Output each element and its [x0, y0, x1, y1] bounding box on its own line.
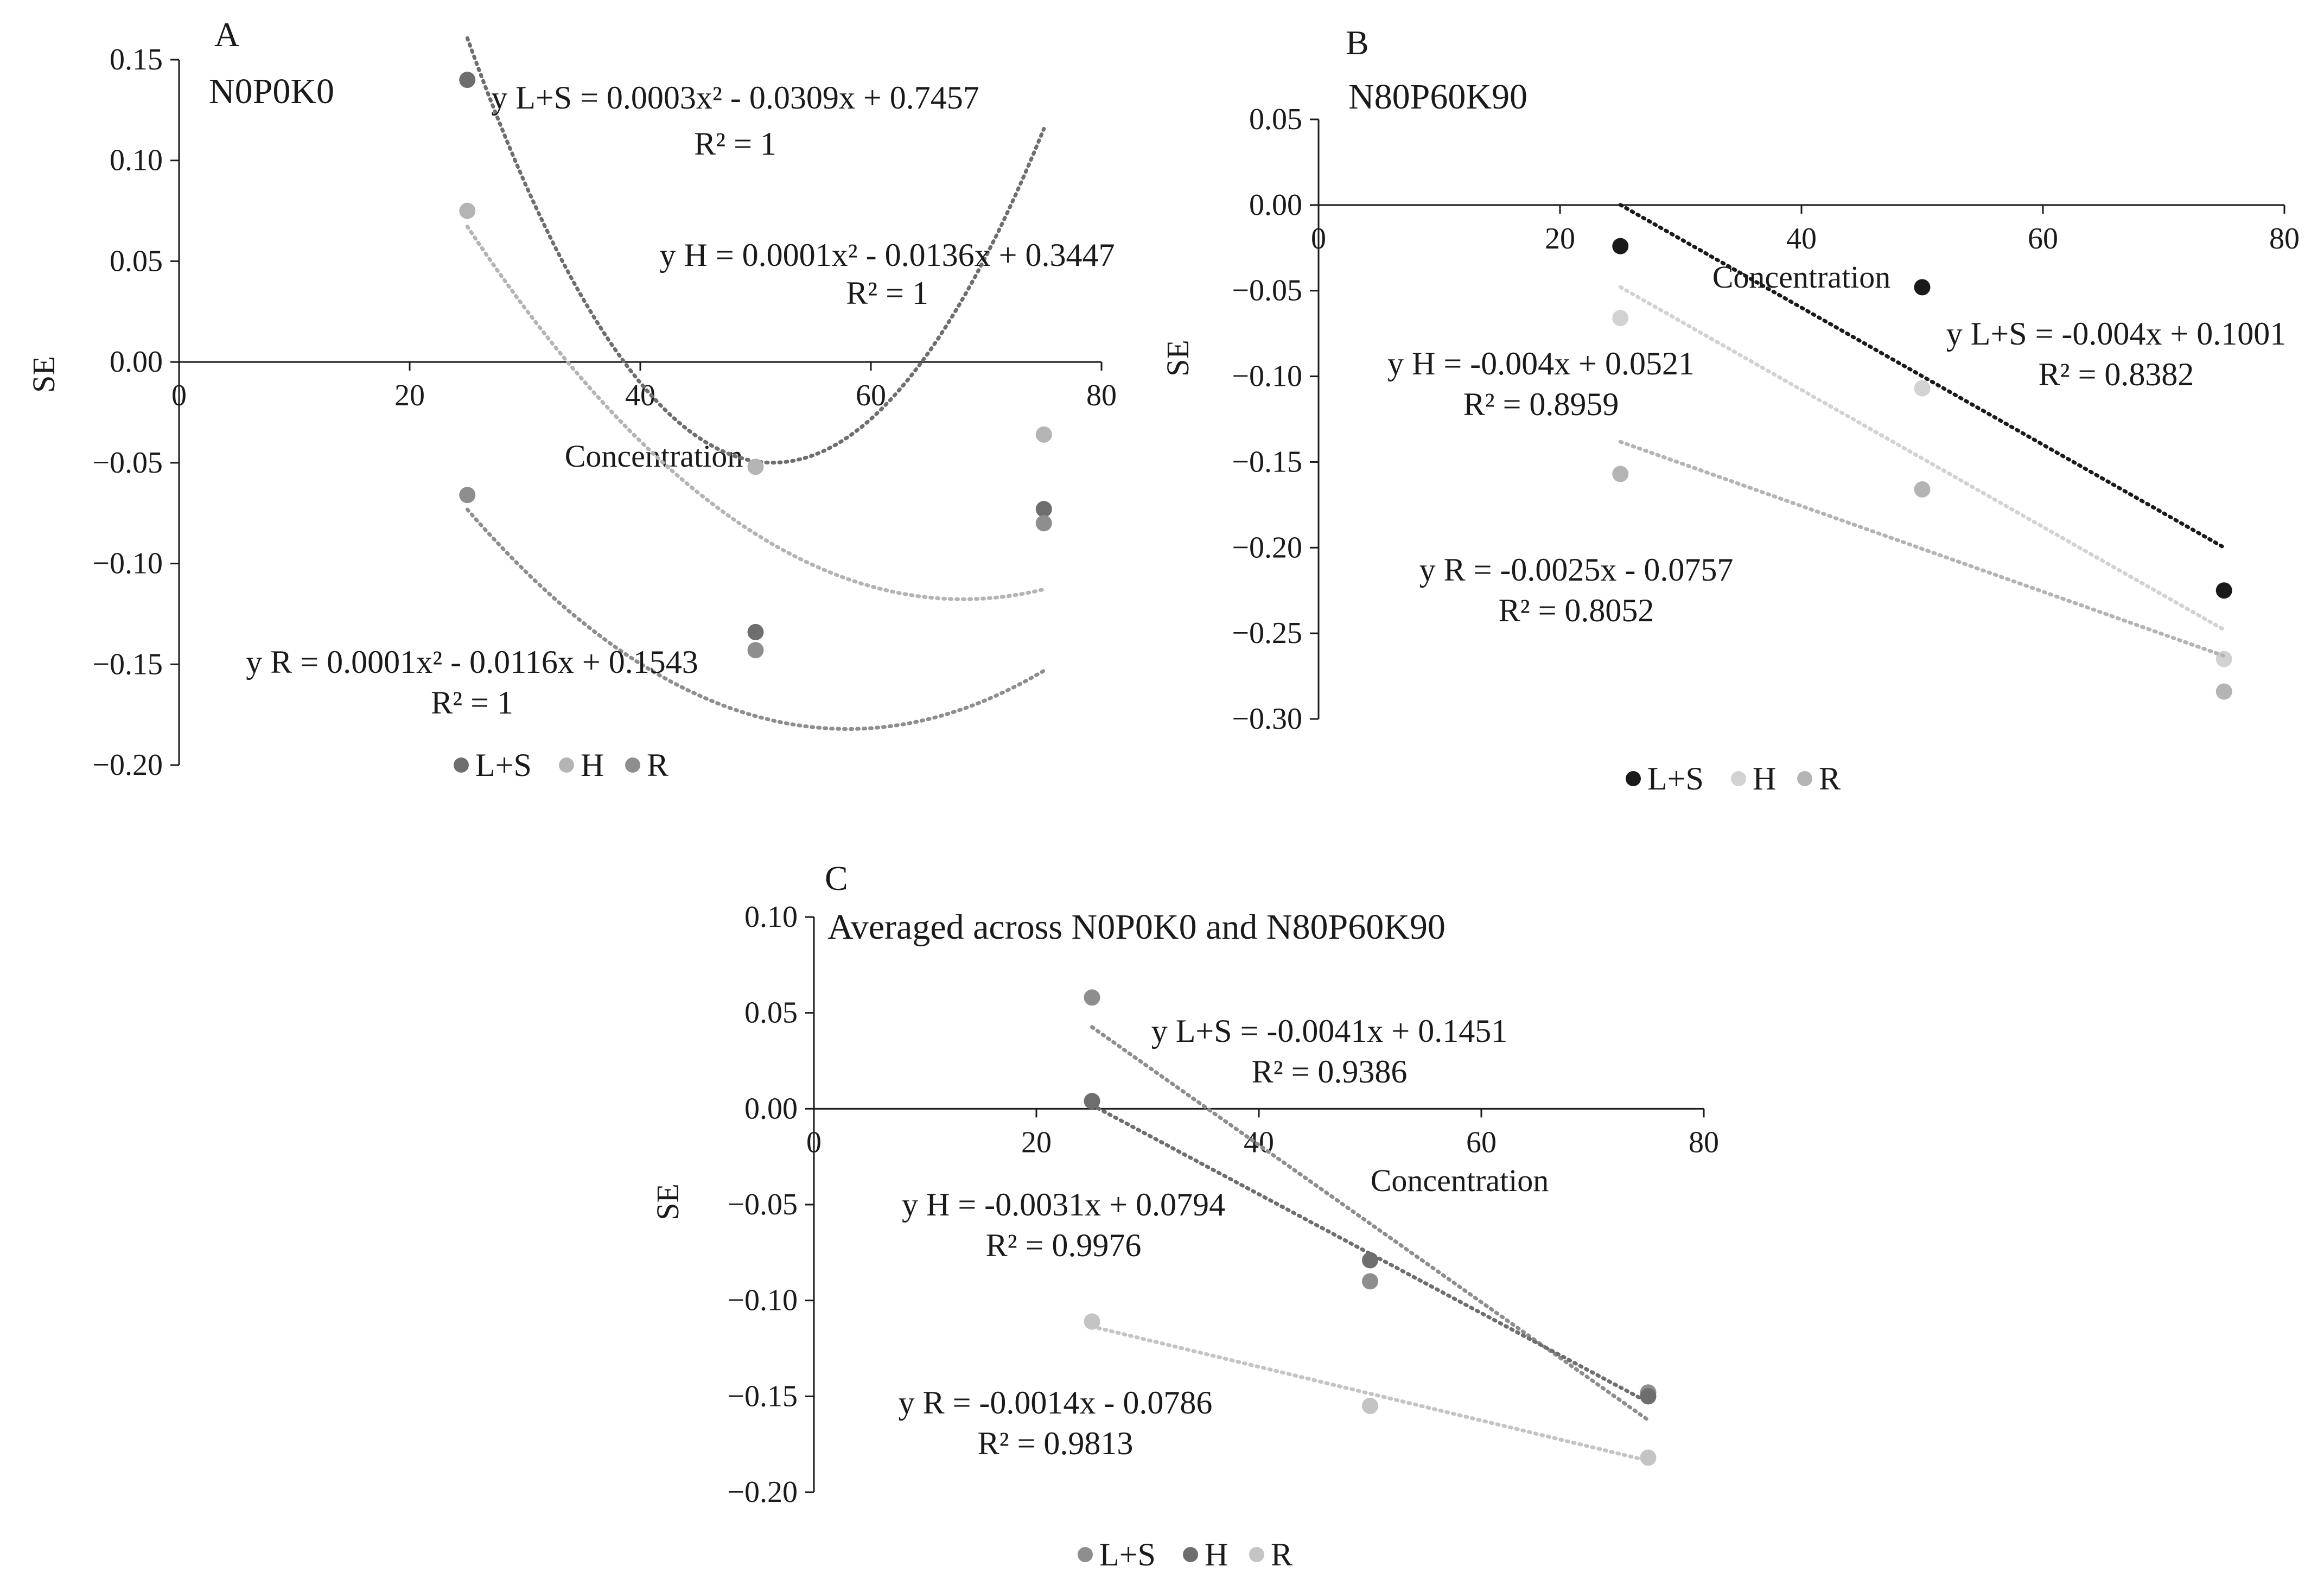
y-axis-label: SE: [1160, 340, 1195, 377]
x-tick-label: 60: [1466, 1125, 1497, 1160]
y-tick-label: −0.15: [1232, 445, 1302, 479]
data-point-ls: [1362, 1273, 1378, 1289]
legend-marker: [1797, 771, 1812, 786]
x-tick-label: 60: [856, 379, 886, 413]
y-tick-label: −0.15: [727, 1379, 798, 1414]
trend-equation: y L+S = 0.0003x² - 0.0309x + 0.7457: [491, 80, 979, 116]
y-tick-label: 0.00: [744, 1092, 798, 1126]
r-squared-label: R² = 0.8052: [1498, 593, 1654, 628]
r-squared-label: R² = 0.8382: [2038, 356, 2194, 392]
x-tick-label: 0: [806, 1125, 822, 1160]
trend-equation: y L+S = -0.0041x + 0.1451: [1151, 1013, 1508, 1049]
x-tick-label: 60: [2028, 221, 2058, 256]
x-tick-label: 40: [625, 379, 655, 413]
legend-marker: [454, 757, 469, 773]
data-point-r: [459, 487, 475, 503]
data-point-r: [1362, 1398, 1378, 1414]
y-axis-label: SE: [650, 1183, 685, 1220]
panel-letter: A: [214, 15, 240, 54]
y-tick-label: −0.05: [92, 445, 163, 480]
chart-panel-c: [650, 859, 1719, 1572]
y-tick-label: −0.20: [1232, 531, 1302, 565]
x-tick-label: 40: [1244, 1125, 1274, 1160]
y-tick-label: 0.05: [110, 244, 163, 278]
legend-marker: [559, 757, 574, 773]
x-tick-label: 80: [1086, 379, 1117, 413]
legend: [1078, 1537, 1292, 1572]
r-squared-label: R² = 1: [431, 685, 513, 721]
y-tick-label: −0.10: [727, 1283, 798, 1317]
y-tick-label: 0.00: [110, 345, 163, 379]
data-point-ls: [1612, 238, 1628, 254]
data-point-h: [1084, 1093, 1100, 1109]
legend: [1626, 761, 1841, 797]
trend-equation: y H = -0.004x + 0.0521: [1387, 346, 1695, 381]
y-tick-label: −0.05: [727, 1188, 798, 1221]
r-squared-label: R² = 0.8959: [1463, 386, 1619, 422]
legend-marker: [1183, 1547, 1198, 1562]
y-tick-label: −0.30: [1232, 702, 1302, 736]
trendline-r: [1620, 442, 2224, 656]
data-point-h: [1914, 380, 1931, 397]
data-point-ls: [1084, 989, 1100, 1005]
data-point-ls: [459, 72, 475, 88]
data-point-r: [1036, 515, 1052, 531]
x-tick-label: 80: [1689, 1125, 1719, 1160]
trend-equation: y R = -0.0014x - 0.0786: [898, 1385, 1213, 1421]
trend-equation: y R = 0.0001x² - 0.0116x + 0.1543: [246, 644, 698, 680]
x-tick-label: 20: [394, 379, 425, 413]
trendline-h: [467, 227, 1044, 600]
data-point-r: [1640, 1449, 1657, 1466]
panel-letter: C: [825, 859, 848, 897]
legend-label: L+S: [1099, 1537, 1156, 1572]
panel-letter: B: [1346, 23, 1369, 62]
data-point-h: [1036, 426, 1052, 443]
x-tick-label: 40: [1786, 221, 1817, 256]
data-point-h: [1612, 310, 1628, 326]
x-tick-label: 20: [1021, 1125, 1052, 1160]
legend-label: L+S: [475, 747, 532, 783]
y-axis-label: SE: [26, 356, 61, 393]
legend-label: R: [1819, 761, 1841, 797]
data-point-h: [748, 459, 764, 475]
y-tick-label: 0.05: [1249, 103, 1302, 136]
data-point-r: [1612, 466, 1628, 482]
data-point-h: [1362, 1252, 1378, 1268]
r-squared-label: R² = 0.9813: [977, 1425, 1134, 1461]
legend-label: R: [647, 747, 669, 783]
legend-marker: [1078, 1547, 1093, 1562]
x-tick-label: 20: [1545, 221, 1575, 256]
data-point-r: [1084, 1314, 1100, 1330]
r-squared-label: R² = 0.9976: [985, 1227, 1142, 1263]
x-axis-label: Concentration: [1370, 1163, 1549, 1198]
legend-marker: [1626, 771, 1641, 786]
y-tick-label: −0.10: [92, 546, 163, 581]
legend-marker: [625, 757, 640, 773]
y-tick-label: 0.05: [744, 996, 798, 1030]
trend-equation: y H = -0.0031x + 0.0794: [902, 1187, 1225, 1223]
trend-equation: y L+S = -0.004x + 0.1001: [1946, 316, 2287, 352]
chart-panel-b: [1160, 23, 2300, 797]
trendline-r: [467, 510, 1044, 729]
data-point-ls: [1036, 501, 1052, 517]
r-squared-label: R² = 1: [846, 275, 928, 311]
data-point-r: [1914, 481, 1931, 498]
x-axis-label: Concentration: [564, 438, 743, 474]
r-squared-label: R² = 1: [694, 126, 776, 162]
chart-panel-a: [26, 15, 1117, 783]
legend-label: R: [1271, 1537, 1293, 1572]
legend-label: H: [1205, 1537, 1228, 1572]
chart-title: N80P60K90: [1348, 77, 1528, 117]
y-tick-label: −0.20: [92, 748, 163, 782]
legend-label: L+S: [1647, 761, 1704, 797]
data-point-ls: [2216, 582, 2232, 599]
x-axis-label: Concentration: [1712, 259, 1891, 295]
data-point-ls: [1914, 279, 1931, 295]
y-tick-label: −0.10: [1232, 359, 1302, 393]
x-tick-label: 0: [171, 379, 187, 413]
legend-label: H: [1753, 761, 1777, 797]
y-tick-label: 0.10: [744, 900, 798, 934]
legend-marker: [1731, 771, 1746, 786]
chart-title: N0P0K0: [209, 72, 335, 111]
y-tick-label: −0.05: [1232, 273, 1302, 308]
y-tick-label: −0.25: [1232, 616, 1302, 651]
data-point-r: [2216, 683, 2232, 699]
y-tick-label: 0.15: [110, 43, 163, 77]
r-squared-label: R² = 0.9386: [1251, 1054, 1408, 1090]
data-point-ls: [748, 624, 764, 640]
legend: [454, 747, 668, 783]
y-tick-label: −0.15: [92, 647, 163, 682]
data-point-r: [748, 642, 764, 658]
y-tick-label: −0.20: [727, 1475, 798, 1509]
legend-label: H: [581, 747, 604, 783]
y-tick-label: 0.10: [110, 143, 163, 177]
data-point-h: [459, 203, 475, 219]
x-tick-label: 80: [2269, 221, 2300, 256]
data-point-h: [1640, 1388, 1657, 1404]
x-tick-label: 0: [1311, 221, 1326, 256]
trend-equation: y H = 0.0001x² - 0.0136x + 0.3447: [659, 237, 1115, 273]
y-tick-label: 0.00: [1249, 188, 1302, 222]
legend-marker: [1249, 1547, 1264, 1562]
chart-title: Averaged across N0P0K0 and N80P60K90: [827, 907, 1446, 947]
trend-equation: y R = -0.0025x - 0.0757: [1419, 552, 1734, 588]
